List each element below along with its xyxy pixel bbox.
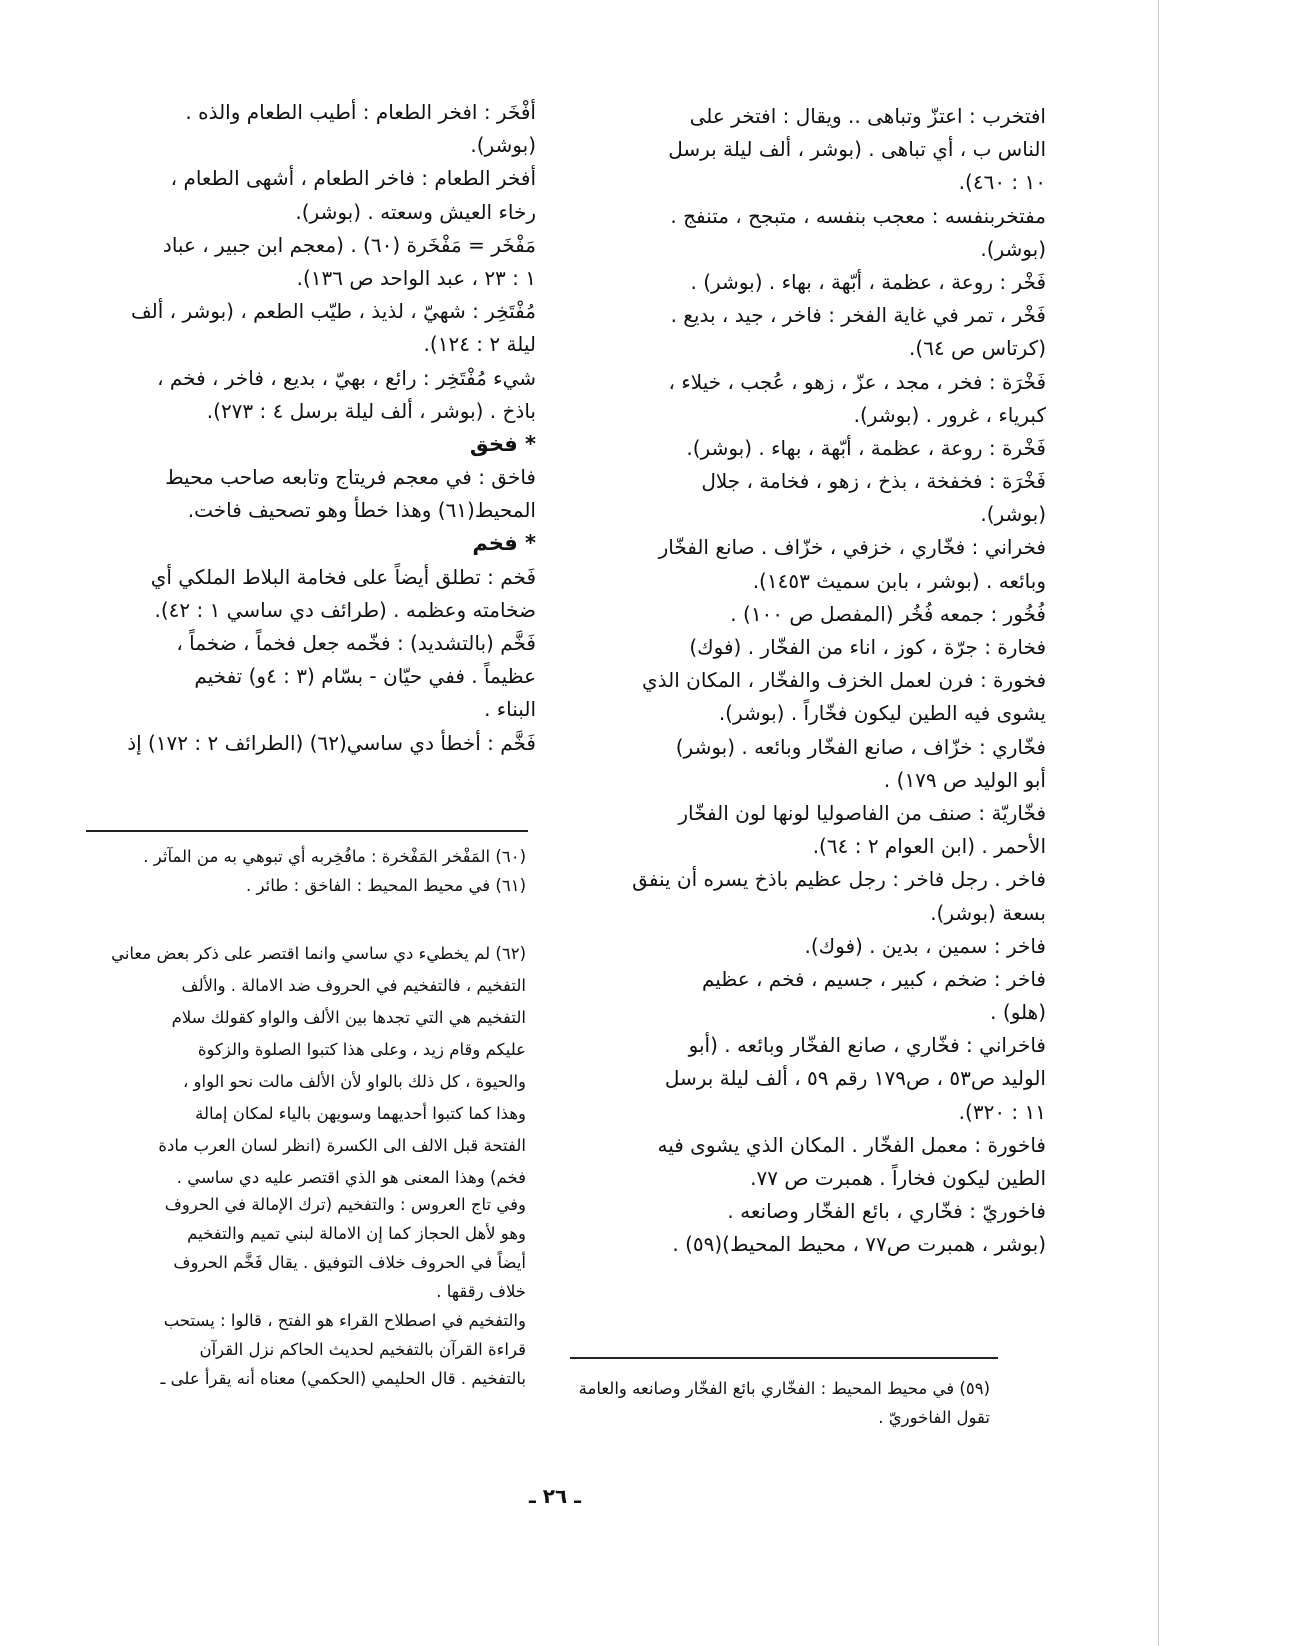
right-lines-line: فاخراني : فخّاري ، صانع الفخّار وبائعه . (أبو — [688, 1033, 1046, 1058]
right-lines-line: فاخر . رجل فاخر : رجل عظيم باذخ يسره أن ينفق — [632, 867, 1046, 892]
left-fn-c-line: أيضاً في الحروف خلاف التوفيق . يقال فَخَّم الحروف — [173, 1253, 526, 1272]
right-lines-line: أبو الوليد ص ١٧٩) . — [883, 767, 1046, 792]
left-footnotes-a — [86, 842, 526, 900]
left-lines-line: أفْخَر : افخر الطعام : أطيب الطعام والذه . — [185, 100, 536, 124]
right-lines-line: فخورة : فرن لعمل الخزف والفخّار ، المكان الذي — [642, 668, 1046, 693]
right-lines-line: وبائعه . (بوشر ، بابن سميث ١٤٥٣). — [752, 568, 1046, 593]
left-fn-a-line: (٦١) في محيط المحيط : الفاخق : طائر . — [246, 876, 526, 895]
right-lines-line: كبرياء ، غرور . (بوشر). — [853, 402, 1046, 427]
right-lines-line: فخّاريّة : صنف من الفاصوليا لونها لون الفخّار — [678, 800, 1046, 825]
left-footnotes-c-body — [86, 1190, 526, 1393]
right-lines-line: الأحمر . (ابن العوام ٢ : ٦٤). — [812, 834, 1046, 859]
left-lines-line: المحيط(٦١) وهذا خطأ وهو تصحيف فاخت. — [187, 498, 536, 523]
right-lines-line: (بوشر ، همبرت ص٧٧ ، محيط المحيط)(٥٩) . — [672, 1232, 1046, 1257]
page-number: ـ ٢٦ ـ — [528, 1484, 582, 1508]
left-fn-c-line: والتفخيم في اصطلاح القراء هو الفتح ، قالوا : يستحب — [163, 1311, 526, 1330]
right-lines-line: فخارة : جرّة ، كوز ، اناء من الفخّار . (فوك) — [689, 635, 1046, 659]
right-lines-line: فَخْرة : روعة ، عظمة ، أبّهة ، بهاء . (بوشر). — [686, 435, 1046, 460]
left-lines-line: البناء . — [484, 697, 536, 722]
left-column — [86, 96, 536, 760]
left-fn-b-line: (٦٢) لم يخطيء دي ساسي وانما اقتصر على ذكر بعض معاني — [111, 944, 526, 963]
right-lines-line: بسعة (بوشر). — [930, 900, 1046, 925]
right-lines-line: فَخْر ، تمر في غاية الفخر : فاخر ، جيد ، بديع . — [670, 303, 1046, 328]
right-fn-line: (٥٩) في محيط المحيط : الفخّاري بائع الفخّار وصانعه والعامة — [578, 1379, 990, 1398]
left-fn-c-line: قراءة القرآن بالتفخيم لحديث الحاكم نزل القرآن — [199, 1340, 526, 1359]
left-footnote-rule — [86, 830, 528, 832]
right-lines-line: فاخوريّ : فخّاري ، بائع الفخّار وصانعه . — [727, 1199, 1046, 1224]
left-fn-b-line: التفخيم ، فالتفخيم في الحروف ضد الامالة . والألف — [181, 976, 526, 995]
right-lines-line: فَخْرَة : فخر ، مجد ، عزّ ، زهو ، عُجب ، خيلاء ، — [668, 369, 1046, 394]
left-footnotes-b-body — [86, 938, 526, 1194]
left-lines-line: فَخَّم (بالتشديد) : فخّمه جعل فخماً ، ضخماً ، — [176, 631, 536, 655]
left-lines-line: شيء مُفْتَخِر : رائع ، بهيّ ، بديع ، فاخر ، فخم ، — [157, 365, 536, 390]
left-footnotes-b — [86, 938, 526, 1194]
right-lines-line: (كرتاس ص ٦٤). — [909, 336, 1046, 361]
right-fn-line: تقول الفاخوريّ . — [878, 1408, 990, 1427]
left-lines-line: مَفْخَر = مَفْخَرة (٦٠) . (معجم ابن جبير ، عباد — [162, 232, 536, 257]
left-lines-line: ليلة ٢ : ١٢٤). — [423, 332, 536, 357]
left-fn-b-line: فخم) وهذا المعنى هو الذي اقتصر عليه دي ساسي . — [176, 1168, 526, 1187]
right-lines-line: الطين ليكون فخاراً . همبرت ص ٧٧. — [750, 1166, 1046, 1190]
right-lines-line: فاخر : ضخم ، كبير ، جسيم ، فخم ، عظيم — [701, 966, 1046, 991]
left-lines-line: * فخق — [469, 431, 536, 456]
right-lines-line: مفتخربنفسه : معجب بنفسه ، متبجح ، متنفج . — [670, 203, 1046, 228]
right-lines-line: الناس ب ، أي تباهى . (بوشر ، ألف ليلة برسل — [668, 137, 1046, 162]
right-lines-line: الوليد ص٥٣ ، ص١٧٩ رقم ٥٩ ، ألف ليلة برسل — [664, 1066, 1046, 1091]
left-fn-c-line: بالتفخيم . قال الحليمي (الحكمي) معناه أنه يقرأ على ـ — [160, 1369, 526, 1388]
left-lines-line: مُفْتَخِر : شهيّ ، لذيذ ، طيّب الطعم ، (بوشر ، ألف — [130, 299, 536, 324]
right-lines-line: فَخْر : روعة ، عظمة ، أبّهة ، بهاء . (بوشر) . — [690, 269, 1046, 294]
right-lines-line: فخّاري : خزّاف ، صانع الفخّار وبائعه . (بوشر) — [675, 734, 1046, 759]
left-fn-b-line: والحيوة ، كل ذلك بالواو لأن الألف مالت نحو الواو ، — [182, 1072, 526, 1091]
left-footnotes-c — [86, 1190, 526, 1393]
scan-edge-line — [1158, 0, 1159, 1646]
right-lines-line: فَخْرَة : فخفخة ، بذخ ، زهو ، فخامة ، جلال — [701, 469, 1046, 494]
left-fn-b-line: التفخيم هي التي تجدها بين الألف والواو كقولك سلام — [171, 1008, 526, 1027]
left-lines-line: رخاء العيش وسعته . (بوشر). — [295, 199, 536, 224]
right-lines-line: (بوشر). — [980, 236, 1046, 261]
left-column-body — [86, 96, 536, 760]
right-lines-line: (بوشر). — [980, 502, 1046, 527]
left-lines-line: (بوشر). — [470, 133, 536, 158]
right-lines-line: (هلو) . — [990, 1000, 1046, 1025]
left-lines-line: فاخق : في معجم فريتاج وتابعه صاحب محيط — [165, 465, 536, 490]
right-lines-line: فاخورة : معمل الفخّار . المكان الذي يشوى فيه — [657, 1132, 1046, 1157]
left-lines-line: باذخ . (بوشر ، ألف ليلة برسل ٤ : ٢٧٣). — [206, 398, 536, 423]
left-lines-line: * فخم — [472, 531, 536, 556]
left-fn-a-line: (٦٠) المَفْخر المَفْخرة : مافُخِربه أي تبوهي به من المآثر . — [143, 847, 526, 866]
left-lines-line: فَخَّم : أخطأ دي ساسي(٦٢) (الطرائف ٢ : ١٧٢) إذ — [127, 730, 536, 755]
right-footnotes — [572, 1374, 990, 1432]
left-lines-line: ضخامته وعظمه . (طرائف دي ساسي ١ : ٤٢). — [154, 597, 536, 622]
right-lines-line: ١٠ : ٤٦٠). — [958, 170, 1046, 195]
right-column — [598, 100, 1046, 1262]
left-lines-line: عظيماً . ففي حيّان - بسّام (٣ : ٤و) تفخيم — [194, 664, 536, 689]
left-lines-line: أفخر الطعام : فاخر الطعام ، أشهى الطعام ، — [170, 166, 536, 191]
left-footnotes-a-body — [86, 842, 526, 900]
right-lines-line: ١١ : ٣٢٠). — [958, 1099, 1046, 1124]
right-footnotes-body — [572, 1374, 990, 1432]
right-lines-line: فاخر : سمين ، بدين . (فوك). — [804, 933, 1046, 958]
left-fn-c-line: خلاف رققها . — [436, 1282, 526, 1301]
left-fn-b-line: وهذا كما كتبوا أحديهما وسويهن بالياء لمكان إمالة — [195, 1104, 526, 1123]
left-lines-line: فَخم : تطلق أيضاً على فخامة البلاط الملكي أي — [150, 564, 536, 589]
right-lines-line: فخراني : فخّاري ، خزفي ، خزّاف . صانع الفخّار — [658, 535, 1046, 560]
right-lines-line: فُخُور : جمعه فُخُر (المفصل ص ١٠٠) . — [730, 601, 1046, 626]
right-lines-line: افتخرب : اعتزّ وتباهى .. ويقال : افتخر على — [689, 104, 1046, 128]
left-fn-b-line: الفتحة قبل الالف الى الكسرة (انظر لسان العرب مادة — [158, 1136, 526, 1155]
right-footnote-rule — [570, 1357, 998, 1359]
left-fn-b-line: عليكم وقام زيد ، وعلى هذا كتبوا الصلوة والزكوة — [197, 1040, 526, 1059]
left-fn-c-line: وهو لأهل الحجاز كما إن الامالة لبني تميم والتفخيم — [187, 1224, 526, 1243]
right-lines-line: يشوى فيه الطين ليكون فخّاراً . (بوشر). — [718, 701, 1046, 726]
left-lines-line: ١ : ٢٣ ، عبد الواحد ص ١٣٦). — [296, 265, 536, 290]
left-fn-c-line: وفي تاج العروس : والتفخيم (ترك الإمالة في الحروف — [164, 1195, 526, 1214]
right-column-body — [598, 100, 1046, 1262]
